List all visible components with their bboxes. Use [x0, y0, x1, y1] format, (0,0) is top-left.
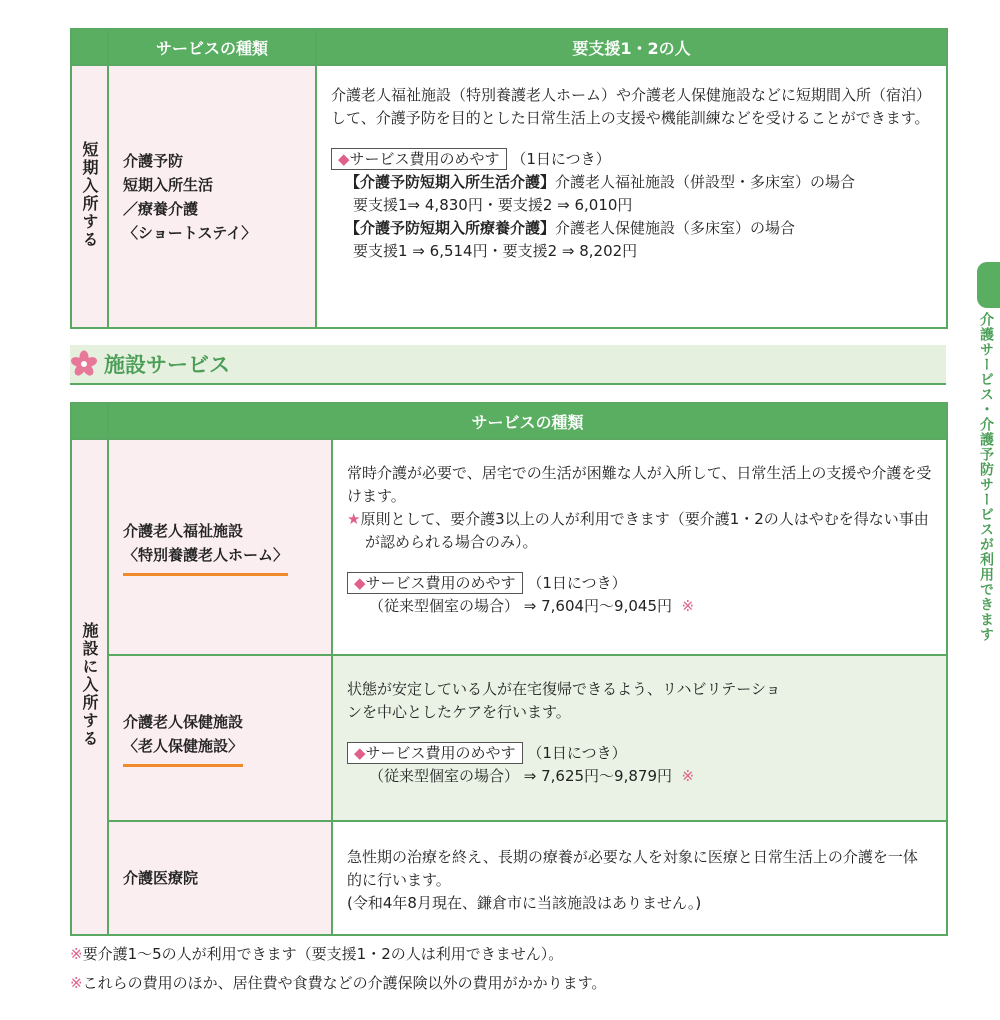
service-description-cell	[332, 821, 947, 935]
footnote-text: これらの費用のほか、居住費や食費などの介護保険以外の費用がかかります。	[82, 974, 607, 992]
fee1-title: 【介護予防短期入所生活介護】	[345, 173, 556, 191]
service-name-line: 介護老人福祉施設	[123, 521, 244, 540]
star-note: 原則として、要介護3以上の人が利用できます（要介護1・2の人はやむを得ない事由が認められる場合のみ）。	[360, 510, 929, 551]
fee-box	[347, 742, 523, 764]
service-name-line: 〈老人保健施設〉	[123, 736, 244, 755]
fee1-line	[331, 171, 932, 194]
service-note: (令和4年8月現在、鎌倉市に当該施設はありません。)	[347, 894, 702, 912]
service-name-cell	[108, 439, 332, 655]
side-label: 施設に入所する	[80, 622, 99, 748]
side-label: 短期入所する	[80, 140, 99, 249]
sakura-flower-icon	[70, 350, 98, 378]
service-description-cell	[316, 65, 947, 328]
facility-services-table	[70, 402, 948, 936]
header-target: 要支援1・2の人	[316, 29, 947, 65]
fee2-line	[331, 217, 932, 240]
side-index-tab	[977, 262, 1000, 308]
fee-box	[331, 148, 507, 170]
section-title-bar	[70, 345, 946, 385]
service-name-line: 〈ショートステイ〉	[123, 223, 257, 242]
diamond-icon: ◆	[338, 150, 350, 168]
diamond-icon: ◆	[354, 574, 366, 592]
fee1-condition: 介護老人福祉施設（併設型・多床室）の場合	[555, 173, 856, 191]
service-description: 急性期の治療を終え、長期の療養が必要な人を対象に医療と日常生活上の介護を一体的に行います。	[347, 848, 918, 889]
header-blank-cell	[71, 29, 108, 65]
kome-mark: ※	[70, 945, 83, 963]
fee-unit: （1日につき）	[527, 744, 627, 762]
side-label-cell	[71, 65, 108, 328]
footnote	[70, 943, 563, 964]
header-service-type: サービスの種類	[108, 29, 316, 65]
service-name-line: 〈特別養護老人ホーム〉	[123, 545, 289, 564]
fee2-values: 要支援1 ⇒ 6,514円・要支援2 ⇒ 8,202円	[353, 242, 638, 260]
kome-mark: ※	[681, 767, 695, 785]
fee2-title: 【介護予防短期入所療養介護】	[345, 219, 556, 237]
service-name: 介護医療院	[123, 869, 199, 887]
kome-mark: ※	[681, 597, 695, 615]
fee-line	[331, 148, 932, 171]
side-label-cell	[71, 439, 108, 935]
fee-box	[347, 572, 523, 594]
service-name-cell	[108, 655, 332, 821]
service-description-cell	[332, 439, 947, 655]
header-blank-cell	[71, 403, 108, 439]
footnote-text: 要介護1〜5の人が利用できます（要支援1・2の人は利用できません）。	[82, 945, 564, 963]
service-name	[123, 710, 243, 767]
fee-line	[347, 742, 932, 765]
service-description: 常時介護が必要で、居宅での生活が困難な人が入所して、日常生活上の支援や介護を受けます。	[347, 464, 932, 505]
fee-unit: （1日につき）	[527, 574, 627, 592]
service-name-line: 短期入所生活	[123, 175, 214, 194]
fee-line	[347, 572, 932, 595]
service-description-line: ンを中心としたケアを行います。	[347, 703, 571, 721]
diamond-icon: ◆	[354, 744, 366, 762]
service-name-cell	[108, 821, 332, 935]
service-name-line: 介護老人保健施設	[123, 712, 244, 731]
service-name	[123, 519, 288, 576]
fee-values: （従来型個室の場合） ⇒ 7,604円〜9,045円	[369, 597, 672, 615]
fee-unit: （1日につき）	[511, 150, 611, 168]
footnote	[70, 972, 606, 993]
fee-values-line	[347, 595, 932, 618]
side-index-label: 介護サービス・介護予防サービスが利用できます	[978, 312, 994, 642]
fee-values-line	[347, 765, 932, 788]
short-stay-table	[70, 28, 948, 329]
star-note-line	[347, 508, 932, 554]
service-name-cell	[108, 65, 316, 328]
fee-label: サービス費用のめやす	[365, 744, 516, 762]
fee1-values: 要支援1⇒ 4,830円・要支援2 ⇒ 6,010円	[353, 196, 633, 214]
fee2-condition: 介護老人保健施設（多床室）の場合	[555, 219, 796, 237]
service-name-line: 介護予防	[123, 151, 184, 170]
header-service-type: サービスの種類	[108, 403, 947, 439]
service-name-line: ／療養介護	[123, 199, 199, 218]
kome-mark: ※	[70, 974, 83, 992]
service-description-cell	[332, 655, 947, 821]
fee-values: （従来型個室の場合） ⇒ 7,625円〜9,879円	[369, 767, 672, 785]
section-title: 施設サービス	[104, 353, 230, 377]
star-icon: ★	[347, 510, 361, 528]
service-description-line: 状態が安定している人が在宅復帰できるよう、リハビリテーショ	[347, 680, 781, 698]
service-description: 介護老人福祉施設（特別養護老人ホーム）や介護老人保健施設などに短期間入所（宿泊）して、介護予防を目的とした日常生活上の支援や機能訓練などを受けることができます。	[331, 86, 932, 127]
fee-label: サービス費用のめやす	[365, 574, 516, 592]
fee-label: サービス費用のめやす	[349, 150, 500, 168]
